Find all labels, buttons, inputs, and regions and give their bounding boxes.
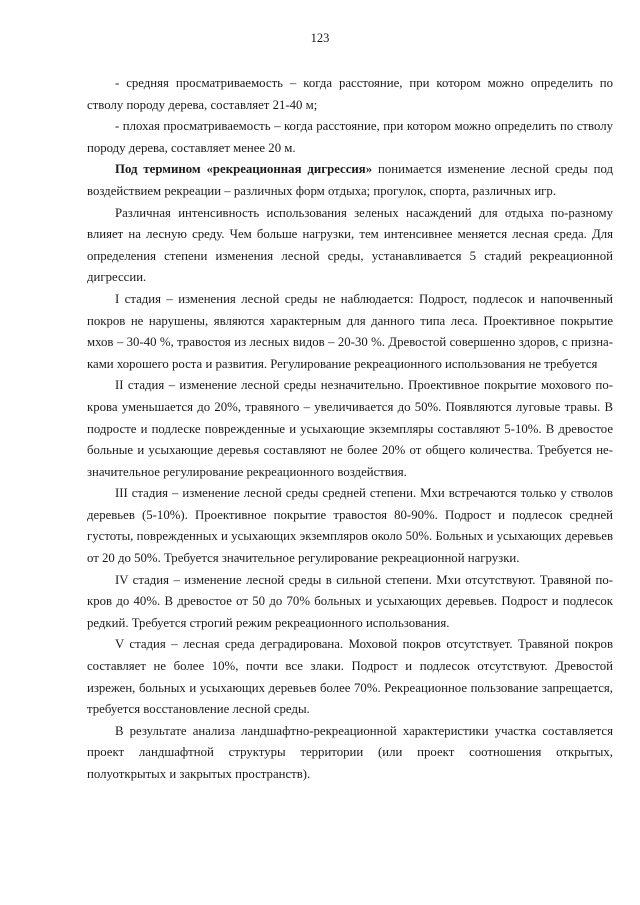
body-text <box>87 73 613 786</box>
definition-text: понимается изменение лесной среды под воздействием рекреации – различных форм отдыха; прогулок, спорта, различных игр. <box>87 162 614 198</box>
paragraph-stage-5: V стадия – лесная среда деградирована. Моховой покров отсутствует. Травяной покров составляет не более 10%, почти все злаки. Подрост и подлесок отсутствуют. Древостой изрежен, больных и усыхающих деревьев более 70%. Рекреационное пользование запрещается, требуется восстановление лесной среды. <box>87 637 613 717</box>
page-number: 123 <box>310 31 330 45</box>
paragraph-stage-4: IV стадия – изменение лесной среды в сильной степени. Мхи отсутствуют. Травяной покров до 40%. В древостое от 50 до 70% больных и усыхающих деревьев. Подрост и подлесок редкий. Требуется строгий режим рекреационного использования. <box>87 572 613 630</box>
paragraph-medium-visibility: - средняя просматриваемость – когда расстояние, при котором можно определить по стволу породу дерева, составляет 21-40 м; <box>87 76 613 112</box>
paragraph-digression-definition <box>87 159 613 202</box>
paragraph-stage-1: I стадия – изменения лесной среды не наблюдается: Подрост, подлесок и напочвенный покров не нарушены, являются характерным для данного типа леса. Проективное покрытие мхов – 30-40 %, травостоя из лесных видов – 20-30 %. Древостой совершенно здоров, с признаками хорошего роста и развития. Регулирование рекреационного использования не требуется <box>87 291 613 371</box>
paragraph-intensity: Различная интенсивность использования зеленых насаждений для отдыха по-разному влияет на лесную среду. Чем больше нагрузки, тем интенсивнее меняется лесная среда. Для определения степени изменения лесной среды, устанавливается 5 стадий рекреационной дигрессии. <box>87 205 613 285</box>
term-recreational-digression: Под термином «рекреационная дигрессия» <box>115 162 373 177</box>
paragraph-stage-3: III стадия – изменение лесной среды средней степени. Мхи встречаются только у стволов деревьев (5-10%). Проективное покрытие травостоя 80-90%. Подрост и подлесок средней густоты, поврежденных и усыхающих экземпляров около 50%. Больных и усыхающих деревьев от 20 до 50%. Требуется значительное регулирование рекреационной нагрузки. <box>87 486 613 566</box>
paragraph-conclusion: В результате анализа ландшафтно-рекреационной характеристики участка составляется проект ландшафтной структуры территории (или проект соотношения открытых, полуоткрытых и закрытых пространств). <box>87 723 613 781</box>
paragraph-stage-2: II стадия – изменение лесной среды незначительно. Проективное покрытие мохового покрова уменьшается до 20%, травяного – увеличивается до 50%. Появляются луговые травы. В подросте и подлеске поврежденные и усыхающие экземпляры составляют 5-10%. В древостое больные и усыхающие деревья составляют не более 20% от общего количества. Требуется незначительное регулирование рекреационного воздействия. <box>87 378 613 479</box>
paragraph-poor-visibility: - плохая просматриваемость – когда расстояние, при котором можно определить по стволу породу дерева, составляет менее 20 м. <box>87 119 613 155</box>
